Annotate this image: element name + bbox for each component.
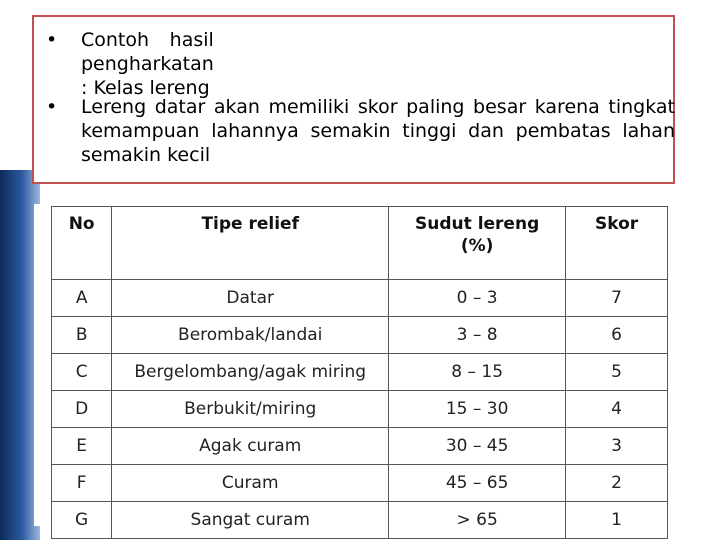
cell-sudut-lereng: 30 – 45 (389, 428, 566, 465)
header-sudut-lereng-text: Sudut lereng (%) (415, 214, 540, 256)
slope-class-table-container (34, 204, 678, 530)
cell-tipe-relief: Curam (112, 465, 389, 502)
cell-skor: 2 (566, 465, 668, 502)
table-row (52, 391, 668, 428)
bullet-text: Contoh hasil pengharkatan : Kelas lereng (81, 29, 214, 99)
cell-skor: 5 (566, 354, 668, 391)
cell-skor: 3 (566, 428, 668, 465)
cell-sudut-lereng: 3 – 8 (389, 317, 566, 354)
cell-tipe-relief: Berombak/landai (112, 317, 389, 354)
table-row (52, 428, 668, 465)
cell-no: C (52, 354, 112, 391)
table-row (52, 354, 668, 391)
cell-no: F (52, 465, 112, 502)
bullet-text: Lereng datar akan memiliki skor paling besar karena tingkat kemampuan lahannya semakin tinggi dan pembatas lahan semakin kecil (81, 96, 675, 166)
header-sudut-lereng (389, 207, 566, 280)
cell-tipe-relief: Berbukit/miring (112, 391, 389, 428)
table-row (52, 317, 668, 354)
cell-skor: 1 (566, 502, 668, 539)
cell-tipe-relief: Agak curam (112, 428, 389, 465)
table-header-row (52, 207, 668, 280)
cell-no: D (52, 391, 112, 428)
cell-skor: 6 (566, 317, 668, 354)
cell-sudut-lereng: > 65 (389, 502, 566, 539)
slope-class-table (51, 206, 668, 539)
cell-no: B (52, 317, 112, 354)
table-row (52, 280, 668, 317)
cell-sudut-lereng: 8 – 15 (389, 354, 566, 391)
cell-skor: 7 (566, 280, 668, 317)
cell-tipe-relief: Datar (112, 280, 389, 317)
cell-sudut-lereng: 0 – 3 (389, 280, 566, 317)
table-row (52, 502, 668, 539)
header-skor: Skor (566, 207, 668, 280)
cell-no: E (52, 428, 112, 465)
bullet-dot-icon: • (46, 29, 58, 51)
bullet-text-box (32, 15, 675, 184)
cell-sudut-lereng: 15 – 30 (389, 391, 566, 428)
header-no: No (52, 207, 112, 280)
bullet-dot-icon: • (46, 96, 58, 118)
table-row (52, 465, 668, 502)
cell-no: G (52, 502, 112, 539)
cell-tipe-relief: Sangat curam (112, 502, 389, 539)
header-tipe-relief: Tipe relief (112, 207, 389, 280)
cell-no: A (52, 280, 112, 317)
cell-skor: 4 (566, 391, 668, 428)
cell-sudut-lereng: 45 – 65 (389, 465, 566, 502)
cell-tipe-relief: Bergelombang/agak miring (112, 354, 389, 391)
